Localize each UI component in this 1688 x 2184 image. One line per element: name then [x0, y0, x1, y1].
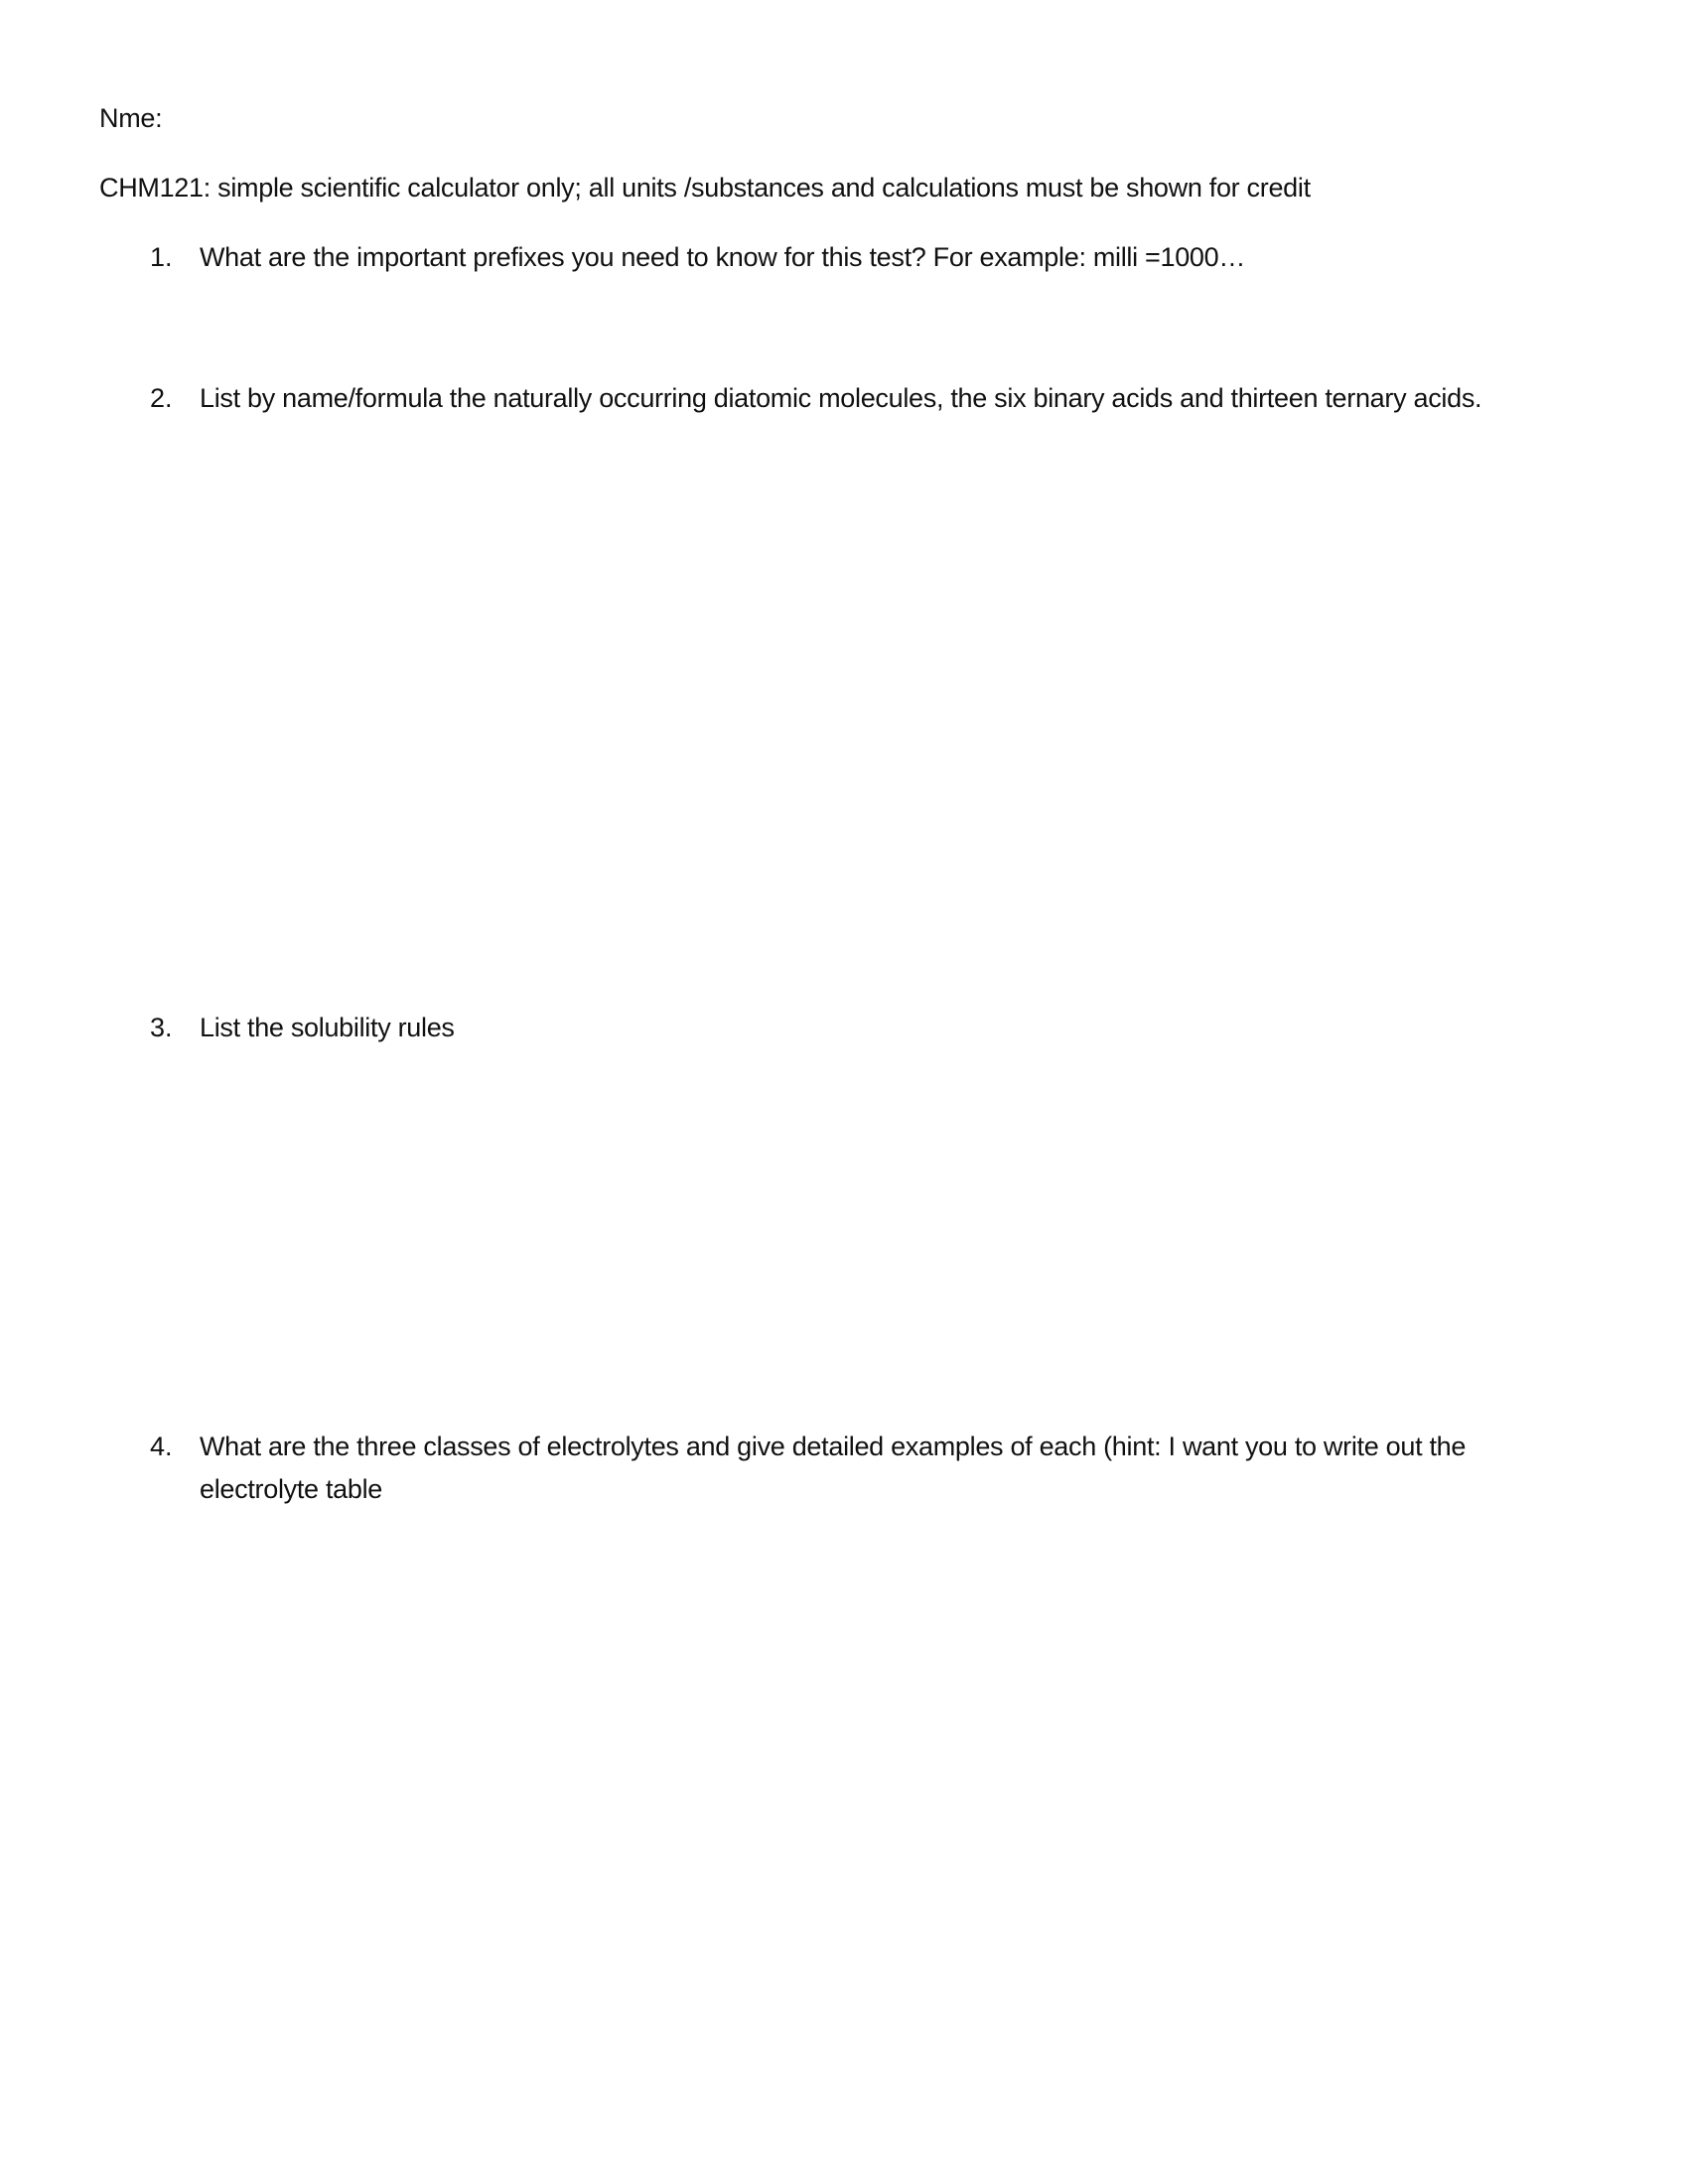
answer-space-1[interactable] [200, 283, 1590, 372]
question-text: What are the important prefixes you need to know for this test? For example: milli =1000… [200, 242, 1246, 272]
question-number: 2. [150, 383, 173, 413]
answer-space-2[interactable] [200, 425, 1590, 1001]
question-number: 3. [150, 1013, 173, 1042]
question-text: List by name/formula the naturally occurring diatomic molecules, the six binary acids and thirteen ternary acids. [200, 383, 1482, 413]
name-field-label: Nme: [99, 103, 163, 133]
answer-space-4[interactable] [200, 1519, 1590, 2134]
question-text: List the solubility rules [200, 1013, 455, 1042]
question-number: 4. [150, 1432, 173, 1461]
exam-header-instructions: CHM121: simple scientific calculator only; all units /substances and calculations must be shown for credit [99, 173, 1311, 203]
answer-space-3[interactable] [200, 1052, 1590, 1420]
question-number: 1. [150, 242, 173, 272]
question-text: What are the three classes of electrolytes and give detailed examples of each (hint: I want you to write out the electrolyte table [200, 1432, 1467, 1504]
